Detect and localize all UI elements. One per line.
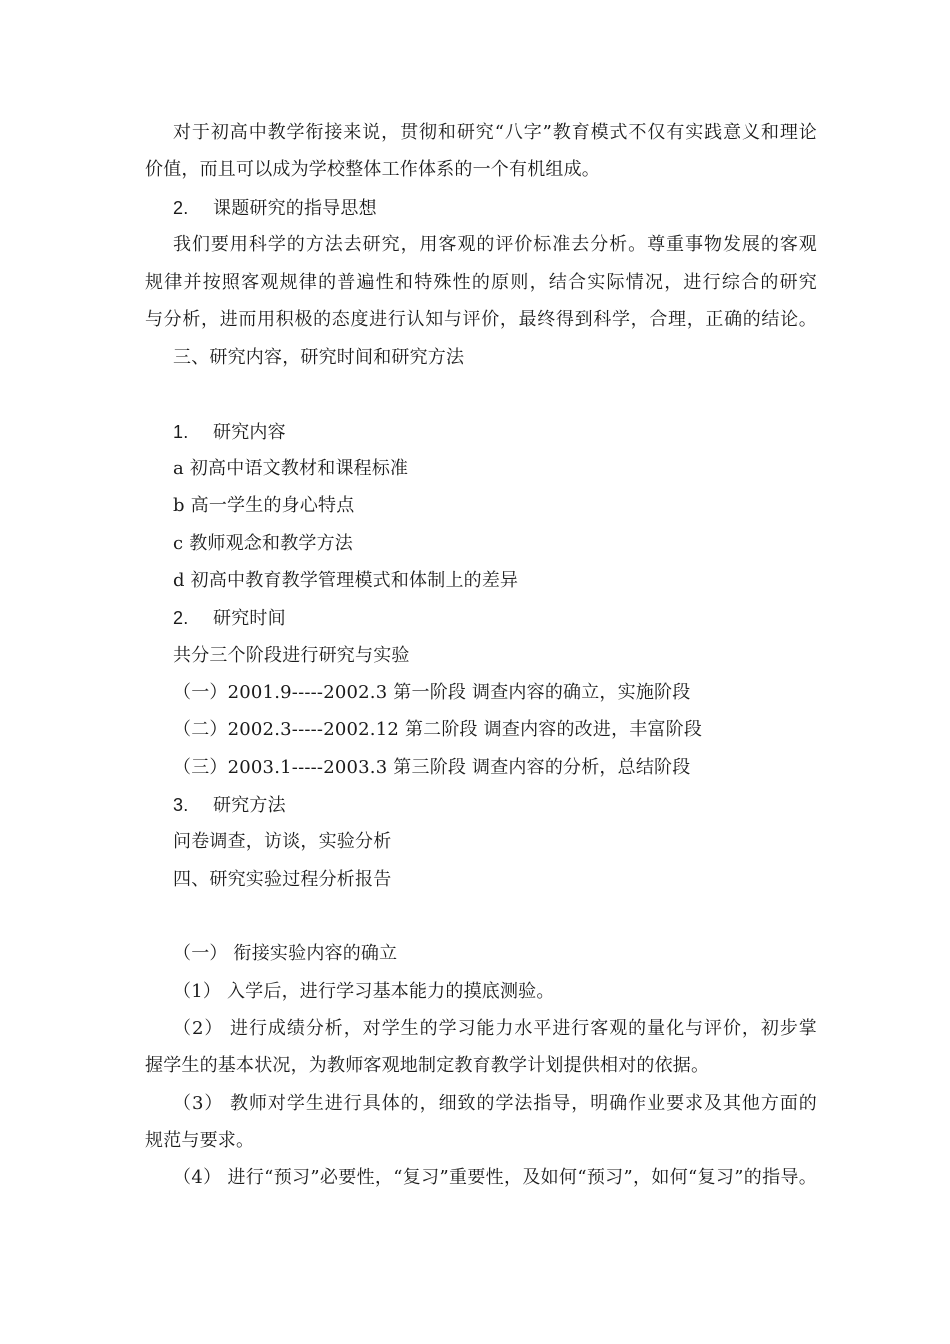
paragraph-line: 握学生的基本状况，为教师客观地制定教育教学计划提供相对的依据。 — [145, 1055, 710, 1076]
section-heading — [173, 606, 286, 631]
paragraph-line: 规律并按照客观规律的普遍性和特殊性的原则，结合实际情况，进行综合的研究 — [145, 272, 817, 293]
section-heading — [173, 420, 286, 445]
list-item: d 初高中教育教学管理模式和体制上的差异 — [173, 570, 519, 591]
paragraph-line: 规范与要求。 — [145, 1130, 255, 1151]
section-title: 研究方法 — [213, 795, 286, 816]
list-item: （二）2002.3-----2002.12 第二阶段 调查内容的改进，丰富阶段 — [173, 719, 703, 740]
paragraph-line: 对于初高中教学衔接来说，贯彻和研究“八字”教育模式不仅有实践意义和理论 — [173, 122, 817, 143]
list-item: （3） 教师对学生进行具体的，细致的学法指导，明确作业要求及其他方面的 — [173, 1093, 817, 1114]
list-item: （一）2001.9-----2002.3 第一阶段 调查内容的确立，实施阶段 — [173, 682, 691, 703]
section-number: 2. — [173, 608, 189, 628]
paragraph-line: 共分三个阶段进行研究与实验 — [173, 645, 410, 666]
paragraph-line: 问卷调查，访谈，实验分析 — [173, 831, 392, 852]
list-item: c 教师观念和教学方法 — [173, 533, 354, 554]
list-item: （4） 进行“预习”必要性，“复习”重要性，及如何“预习”，如何“复习”的指导。 — [173, 1167, 817, 1188]
paragraph-line: 与分析，进而用积极的态度进行认知与评价，最终得到科学，合理，正确的结论。 — [145, 309, 817, 330]
section-heading — [173, 793, 286, 818]
section-heading — [173, 196, 377, 221]
paragraph-line: 我们要用科学的方法去研究，用客观的评价标准去分析。尊重事物发展的客观 — [173, 234, 817, 255]
section-title: 课题研究的指导思想 — [213, 198, 377, 219]
section-title: 研究时间 — [213, 608, 286, 629]
subsection-heading: （一） 衔接实验内容的确立 — [173, 943, 398, 964]
chapter-heading: 三、研究内容，研究时间和研究方法 — [173, 347, 465, 368]
section-number: 1. — [173, 422, 189, 442]
list-item: （三）2003.1-----2003.3 第三阶段 调查内容的分析，总结阶段 — [173, 757, 691, 778]
section-number: 2. — [173, 198, 189, 218]
list-item: （1） 入学后，进行学习基本能力的摸底测验。 — [173, 981, 555, 1002]
list-item: a 初高中语文教材和课程标准 — [173, 458, 409, 479]
paragraph-line: 价值，而且可以成为学校整体工作体系的一个有机组成。 — [145, 159, 600, 180]
list-item: （2） 进行成绩分析，对学生的学习能力水平进行客观的量化与评价，初步掌 — [173, 1018, 817, 1039]
list-item: b 高一学生的身心特点 — [173, 495, 355, 516]
section-number: 3. — [173, 795, 189, 815]
chapter-heading: 四、研究实验过程分析报告 — [173, 869, 392, 890]
section-title: 研究内容 — [213, 422, 286, 443]
